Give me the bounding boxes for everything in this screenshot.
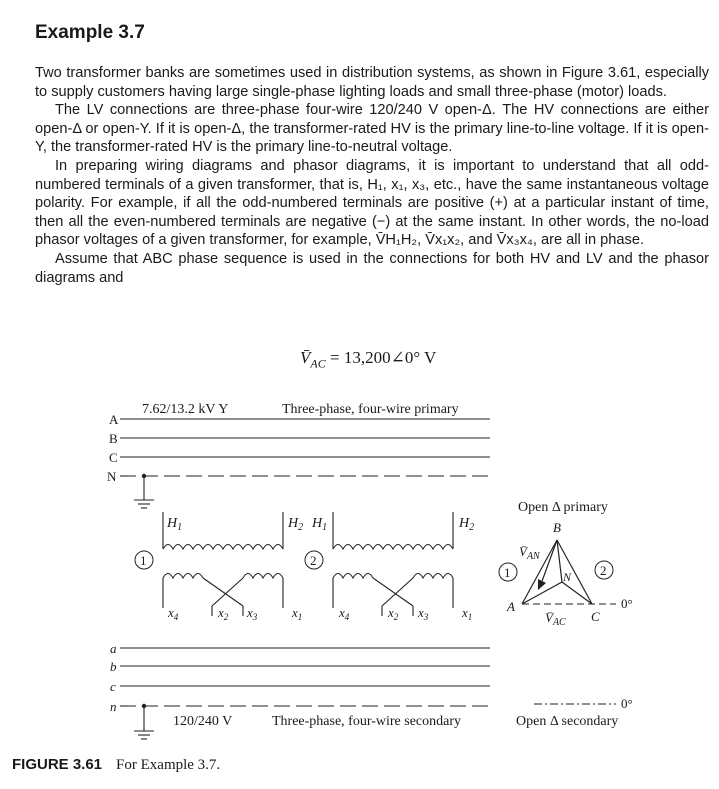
phasor-vertex-N: N bbox=[563, 570, 572, 584]
t1-secondary-coil-right bbox=[243, 574, 283, 579]
figure-caption-label: FIGURE 3.61 bbox=[12, 756, 103, 773]
phasor-circle-1: 1 bbox=[504, 565, 511, 580]
t1-h1-label: $H_1$ bbox=[167, 516, 183, 533]
transformer-1 bbox=[135, 512, 303, 622]
t1-number: 1 bbox=[140, 553, 147, 568]
t1-primary-coil bbox=[163, 545, 283, 550]
transformer-2 bbox=[305, 512, 474, 622]
phasor-vertex-A: A bbox=[507, 599, 515, 614]
t2-x1-label: $x_1$ bbox=[462, 605, 473, 622]
primary-rating-label: 7.62/13.2 kV Y bbox=[142, 402, 229, 417]
t2-h2-label: $H_2$ bbox=[459, 516, 475, 533]
paragraph-2: The LV connections are three-phase four-wire 120/240 V open-Δ. The HV connections are either open-Δ or open-Y. If it is open-Δ, the transformer-rated HV is the primary line-to-line voltage. If it is open-Y, the transformer-rated HV is the primary line-to-neutral voltage. bbox=[35, 102, 709, 156]
t2-primary-coil bbox=[333, 545, 453, 550]
paragraph-3: In preparing wiring diagrams and phasor diagrams, it is important to understand that all odd-numbered terminals of a given transformer, that is, H₁, x₁, x₃, etc., have the same instantaneous voltage polarity. For example, if all the odd-numbered terminals are positive (+) at a particular instant of time, then all the even-numbered terminals are negative (−) at the same instant. In other words, the no-load phasor voltages of a given transformer, for example, V̄H₁H₂, V̄x₁x₂, and V̄x₃x₄, are all in phase. bbox=[35, 157, 709, 249]
equation-vac bbox=[300, 348, 436, 371]
line-label-B: B bbox=[109, 431, 118, 446]
phasor-vertex-C: C bbox=[591, 609, 600, 624]
secondary-rating-label: 120/240 V bbox=[173, 714, 233, 729]
figure-3-61 bbox=[0, 380, 719, 755]
line-label-A: A bbox=[109, 412, 119, 427]
t2-h1-label: $H_1$ bbox=[312, 516, 328, 533]
figure-caption-text: For Example 3.7. bbox=[116, 757, 221, 773]
open-delta-secondary-title: Open Δ secondary bbox=[516, 714, 619, 729]
line-label-N: N bbox=[107, 469, 117, 484]
t2-secondary-coil-right bbox=[413, 574, 453, 579]
t2-x3-label: $x_3$ bbox=[418, 605, 429, 622]
phasor-angle-primary: 0° bbox=[621, 596, 633, 611]
figure-caption bbox=[12, 756, 220, 774]
paragraph-4: Assume that ABC phase sequence is used in the connections for both HV and LV and the phasor diagrams and bbox=[35, 250, 709, 286]
phasor-vac-label: $V̄_{AC}$ bbox=[545, 610, 566, 628]
line-label-a: a bbox=[110, 641, 117, 656]
line-label-c: c bbox=[110, 679, 116, 694]
t2-number: 2 bbox=[310, 553, 317, 568]
example-title: Example 3.7 bbox=[35, 22, 145, 43]
line-label-b: b bbox=[110, 659, 117, 674]
equation-lhs-sub: AC bbox=[310, 356, 326, 371]
body-text bbox=[35, 64, 709, 287]
t1-x1-label: $x_1$ bbox=[292, 605, 303, 622]
phasor-angle-secondary: 0° bbox=[621, 696, 633, 711]
primary-bus bbox=[107, 412, 490, 508]
equation-lhs: V̄ bbox=[300, 348, 311, 367]
t2-secondary-coil-left bbox=[333, 574, 373, 579]
t1-secondary-coil-left bbox=[163, 574, 203, 579]
paragraph-1: Two transformer banks are sometimes used in distribution systems, as shown in Figure 3.61, especially to supply customers having large single-phase lighting loads and small three-phase (motor) loads. bbox=[35, 65, 709, 100]
phasor-vertex-B: B bbox=[553, 520, 561, 535]
secondary-description-label: Three-phase, four-wire secondary bbox=[272, 714, 462, 729]
t1-x2-label: $x_2$ bbox=[218, 605, 229, 622]
line-label-C: C bbox=[109, 450, 118, 465]
t2-x2-label: $x_2$ bbox=[388, 605, 399, 622]
phasor-circle-2: 2 bbox=[600, 563, 607, 578]
t1-x3-label: $x_3$ bbox=[247, 605, 258, 622]
phasor-van-label: $V̄_{AN}$ bbox=[519, 544, 540, 562]
equation-rhs: = 13,200∠0° V bbox=[325, 348, 437, 367]
line-label-n: n bbox=[110, 699, 117, 714]
t1-x4-label: $x_4$ bbox=[168, 605, 179, 622]
open-delta-primary-title: Open Δ primary bbox=[518, 500, 608, 515]
phasor-diagram bbox=[499, 500, 633, 729]
t2-x4-label: $x_4$ bbox=[339, 605, 350, 622]
primary-description-label: Three-phase, four-wire primary bbox=[282, 402, 459, 417]
t1-h2-label: $H_2$ bbox=[288, 516, 304, 533]
